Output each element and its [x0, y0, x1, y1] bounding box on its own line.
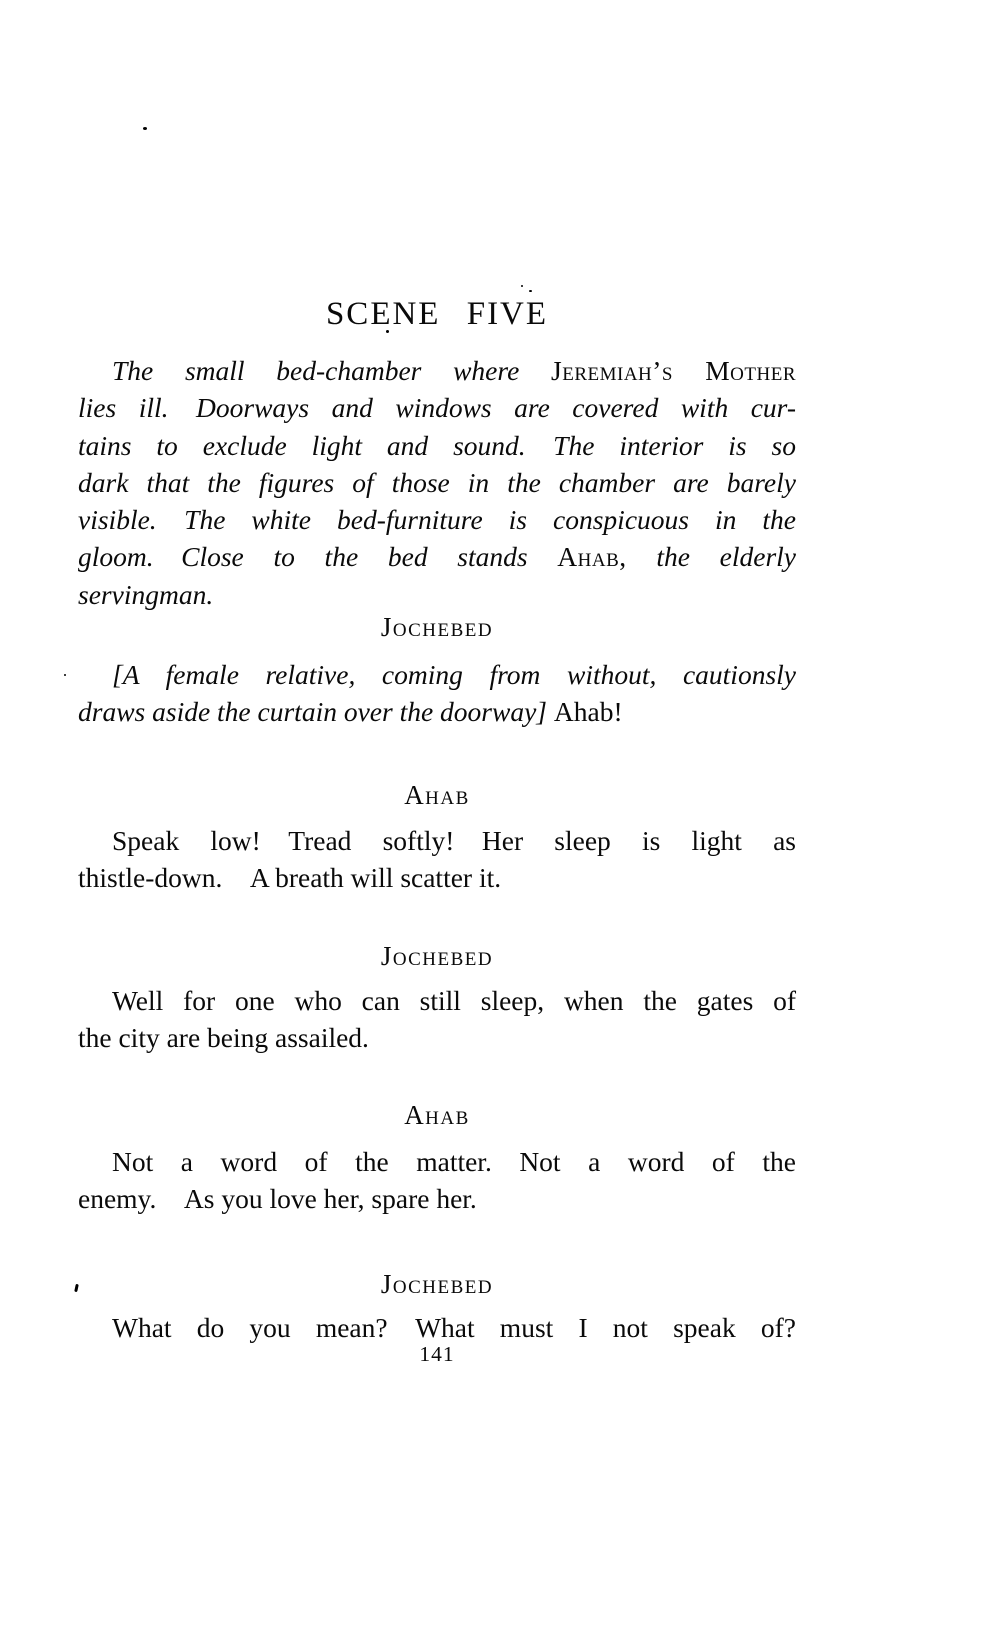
stage-direction-line	[78, 352, 796, 389]
dialogue-line	[78, 1143, 796, 1180]
speech-block	[78, 1309, 796, 1346]
speaker-heading: Jochebed	[380, 941, 494, 971]
dialogue-line	[78, 982, 796, 1019]
text-run: What do you mean? What must I not speak of?	[112, 1312, 796, 1343]
speech-block	[78, 1143, 796, 1218]
speech-block	[78, 822, 796, 897]
dialogue-line	[78, 859, 796, 896]
text-run: tains to exclude light and sound. The interior is so	[78, 429, 796, 461]
scene-title: SCENE FIVE	[325, 296, 549, 332]
stage-direction-line	[78, 576, 796, 613]
text-run: Speak low! Tread softly! Her sleep is light as	[112, 825, 796, 856]
text-run: the city are being assailed.	[78, 1022, 369, 1054]
stage-direction-line	[78, 464, 796, 501]
text-run: gloom. Close to the bed stands	[78, 541, 558, 573]
text-run: [A female relative, coming from without, cautionsly	[112, 659, 796, 690]
text-run: visible. The white bed-furniture is conspicuous in the	[78, 504, 796, 536]
dialogue-line	[78, 1180, 796, 1217]
dialogue-line	[78, 656, 796, 693]
stage-direction-line	[78, 427, 796, 464]
stage-direction	[78, 352, 796, 613]
text-run: Not a word of the matter. Not a word of the	[112, 1146, 796, 1177]
page-number: 141	[419, 1342, 455, 1366]
text-run: enemy. As you love her, spare her.	[78, 1183, 477, 1215]
dialogue-line	[78, 693, 796, 730]
text-run: thistle-down. A breath will scatter it.	[78, 862, 502, 894]
speaker-heading: Jochebed	[380, 1269, 494, 1299]
stage-direction-line	[78, 538, 796, 575]
speaker-heading: Ahab	[404, 1100, 470, 1130]
text-run: dark that the figures of those in the chamber are barely	[78, 466, 796, 498]
speech-block	[78, 982, 796, 1057]
speaker-heading: Ahab	[404, 780, 470, 810]
stage-direction-line	[78, 501, 796, 538]
character-name-run: Jeremiah’s Mother	[551, 355, 796, 386]
text-run: the elderly	[626, 541, 796, 573]
scan-artifact	[529, 290, 532, 292]
text-run: draws aside the curtain over the doorway]	[78, 696, 554, 728]
text-run: lies ill. Doorways and windows are covered with cur-	[78, 392, 796, 424]
dialogue-line	[78, 1019, 796, 1056]
scan-artifact	[143, 127, 147, 130]
dialogue-line	[78, 822, 796, 859]
scan-artifact	[64, 674, 66, 676]
speaker-heading: Jochebed	[380, 612, 494, 642]
text-run: servingman.	[78, 578, 214, 610]
character-name-run: Ahab,	[557, 541, 627, 573]
scan-artifact	[521, 285, 523, 287]
speech-block	[78, 656, 796, 731]
dialogue-line	[78, 1309, 796, 1346]
text-run: Well for one who can still sleep, when the gates of	[112, 985, 796, 1016]
text-run: The small bed-chamber where	[112, 355, 552, 386]
stage-direction-line	[78, 389, 796, 426]
text-run: Ahab!	[553, 696, 623, 728]
